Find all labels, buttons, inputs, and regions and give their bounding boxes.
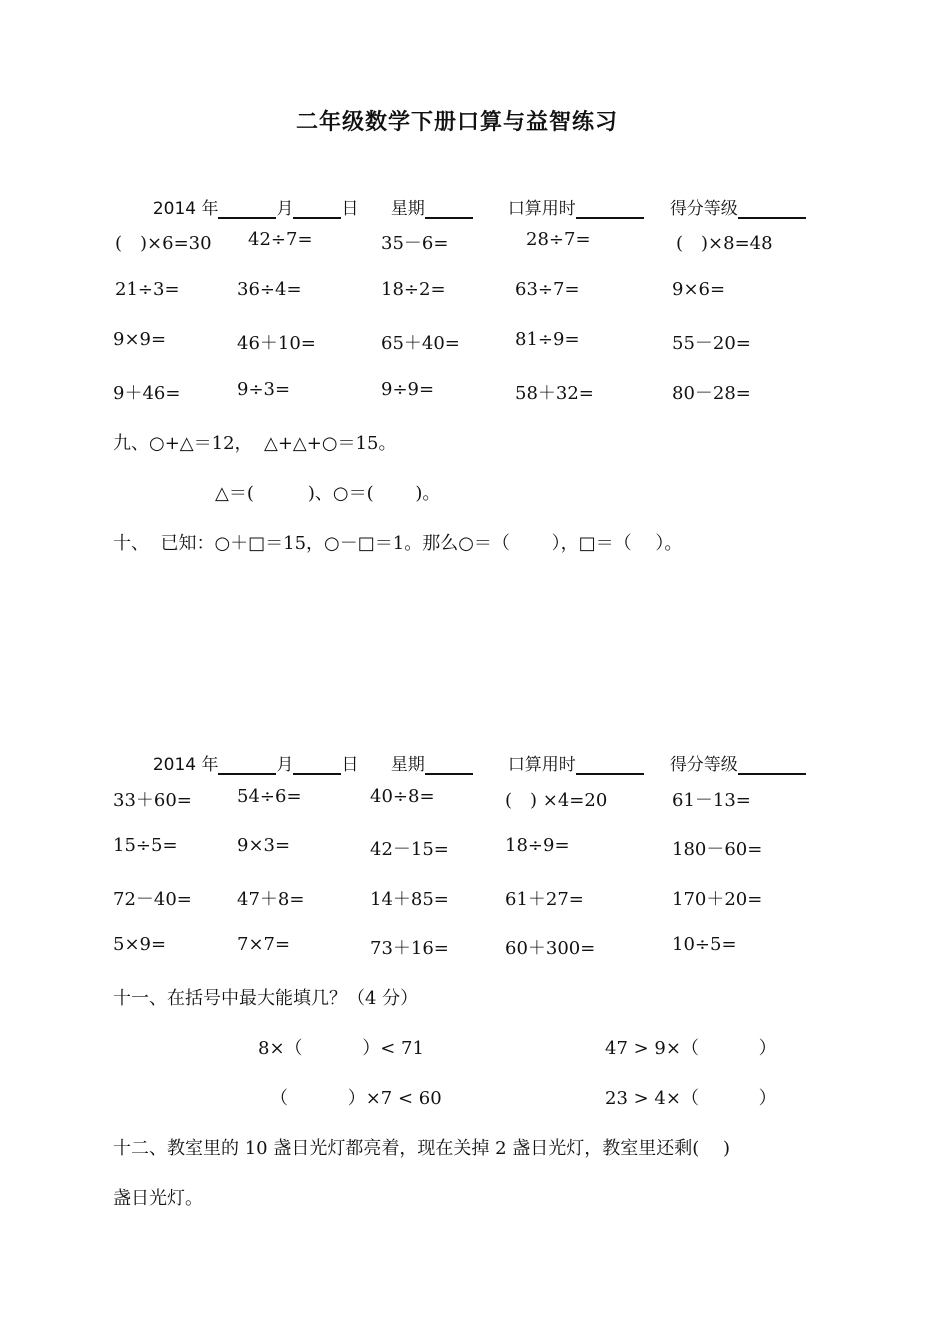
time-used-field <box>497 174 644 219</box>
problem: 60＋300= <box>505 938 596 959</box>
problem: 35－6= <box>381 233 449 254</box>
grade-blank[interactable] <box>738 755 806 775</box>
problem: 46＋10= <box>237 333 316 354</box>
problem: 9×6= <box>672 279 726 300</box>
time-used-field <box>497 730 644 775</box>
grade-field <box>659 174 806 219</box>
problem: 33＋60= <box>113 790 192 811</box>
year-label: 2014 年 <box>152 755 219 775</box>
problem: 61－13= <box>672 790 751 811</box>
problem: 61＋27= <box>505 889 584 910</box>
question-10: 十、 已知：○＋□＝15，○－□＝1。那么○＝（ ），□＝（ ）。 <box>113 533 683 554</box>
problem: 18÷9= <box>505 835 570 856</box>
time-used-blank[interactable] <box>576 755 644 775</box>
question-9-line-2: △＝( )、○＝( )。 <box>215 483 441 504</box>
weekday-blank[interactable] <box>425 755 473 775</box>
weekday-label: 星期 <box>390 199 425 219</box>
problem: 80－28= <box>672 383 751 404</box>
header-line-2 <box>142 730 358 775</box>
header-line-1 <box>142 174 358 219</box>
problem: 21÷3= <box>115 279 180 300</box>
question-12-line-2: 盏日光灯。 <box>113 1188 203 1209</box>
problem: 28÷7= <box>526 229 591 250</box>
problem: 9×3= <box>237 835 291 856</box>
time-used-label: 口算用时 <box>507 199 576 219</box>
grade-field <box>659 730 806 775</box>
problem: 9÷3= <box>237 379 291 400</box>
weekday-field <box>380 730 473 775</box>
problem: 42－15= <box>370 839 449 860</box>
weekday-blank[interactable] <box>425 199 473 219</box>
problem: 9÷9= <box>381 379 435 400</box>
day-blank[interactable] <box>293 199 341 219</box>
time-used-label: 口算用时 <box>507 755 576 775</box>
problem: 58＋32= <box>515 383 594 404</box>
problem: ( )×8=48 <box>676 233 773 254</box>
problem: 65＋40= <box>381 333 460 354</box>
month-label: 月 <box>276 199 294 219</box>
grade-label: 得分等级 <box>669 755 738 775</box>
question-11-item: 23 > 4×（ ） <box>605 1088 777 1109</box>
month-blank[interactable] <box>218 199 276 219</box>
problem: 14＋85= <box>370 889 449 910</box>
weekday-field <box>380 174 473 219</box>
month-blank[interactable] <box>218 755 276 775</box>
problem: 63÷7= <box>515 279 580 300</box>
problem: 73＋16= <box>370 938 449 959</box>
grade-label: 得分等级 <box>669 199 738 219</box>
problem: 180－60= <box>672 839 763 860</box>
question-11-item: 8×（ ）< 71 <box>258 1038 424 1059</box>
problem: 42÷7= <box>248 229 313 250</box>
problem: 55－20= <box>672 333 751 354</box>
problem: 18÷2= <box>381 279 446 300</box>
problem: ( ) ×4=20 <box>505 790 608 811</box>
day-label: 日 <box>341 755 359 775</box>
problem: 9＋46= <box>113 383 181 404</box>
problem: 9×9= <box>113 329 167 350</box>
grade-blank[interactable] <box>738 199 806 219</box>
question-12-line-1: 十二、教室里的 10 盏日光灯都亮着，现在关掉 2 盏日光灯，教室里还剩( ) <box>113 1138 731 1159</box>
problem: 10÷5= <box>672 934 737 955</box>
question-11-item: 47 > 9×（ ） <box>605 1038 777 1059</box>
problem: 47＋8= <box>237 889 305 910</box>
month-label: 月 <box>276 755 294 775</box>
problem: 170＋20= <box>672 889 763 910</box>
question-11-item: （ ）×7 < 60 <box>270 1088 442 1109</box>
year-label: 2014 年 <box>152 199 219 219</box>
problem: 15÷5= <box>113 835 178 856</box>
day-label: 日 <box>341 199 359 219</box>
problem: 72－40= <box>113 889 192 910</box>
problem: ( )×6=30 <box>115 233 212 254</box>
problem: 5×9= <box>113 934 167 955</box>
question-11-heading: 十一、在括号中最大能填几？（4 分） <box>113 988 419 1009</box>
problem: 54÷6= <box>237 786 302 807</box>
page-title: 二年级数学下册口算与益智练习 <box>296 109 619 135</box>
problem: 40÷8= <box>370 786 435 807</box>
question-9-line-1: 九、○+△＝12， △+△+○＝15。 <box>113 433 397 454</box>
problem: 81÷9= <box>515 329 580 350</box>
problem: 7×7= <box>237 934 291 955</box>
weekday-label: 星期 <box>390 755 425 775</box>
day-blank[interactable] <box>293 755 341 775</box>
problem: 36÷4= <box>237 279 302 300</box>
time-used-blank[interactable] <box>576 199 644 219</box>
